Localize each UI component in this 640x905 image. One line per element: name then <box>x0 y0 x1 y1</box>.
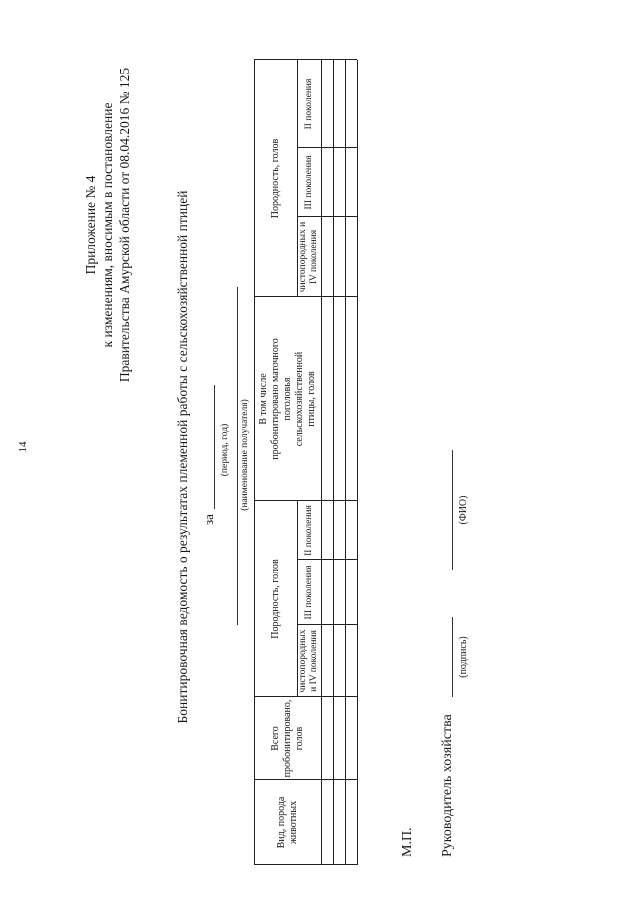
header-generation-2-maternal: II поколения <box>303 78 314 130</box>
appendix-subtitle: к изменениям, вносимым в постановление <box>100 102 115 348</box>
table-rule <box>345 60 346 865</box>
name-caption: (ФИО) <box>458 495 469 525</box>
appendix-reference: Правительства Амурской области от 08.04.2016 № 125 <box>117 67 132 383</box>
header-maternal-stock: В том числе пробонитировано маточного поголовья сельскохозяйственной птицы, голов <box>257 338 317 460</box>
header-purebred-maternal: чистопородных и IV поколения <box>298 221 319 293</box>
table-rule <box>321 60 322 865</box>
table-rule <box>333 60 334 865</box>
appendix-title: Приложение № 4 <box>83 175 98 275</box>
signature-blank-line <box>452 617 453 697</box>
header-species: Вид, порода животных <box>275 796 299 849</box>
table-rule <box>357 60 358 865</box>
period-field <box>198 385 218 525</box>
header-generation-3: III поколения <box>303 565 314 620</box>
name-blank-line <box>452 450 453 570</box>
header-generation-2: II поколения <box>303 505 314 556</box>
signatory-label: Руководитель хозяйства <box>440 714 455 857</box>
header-breed-purity: Породность, голов <box>269 559 281 639</box>
recipient-blank-line <box>237 287 238 625</box>
page-number: 14 <box>17 441 29 453</box>
document-title: Бонитировочная ведомость о результатах племенной работы с сельскохозяйственной птицей <box>175 190 190 724</box>
period-prefix: за <box>201 514 216 525</box>
period-caption: (период, год) <box>220 423 230 477</box>
period-blank-line <box>214 385 215 509</box>
header-breed-purity-maternal: Породность, голов <box>269 138 281 219</box>
stamp-placeholder: М.П. <box>400 827 415 857</box>
appendix-header <box>82 15 133 435</box>
header-generation-3-maternal: III поколения <box>303 155 314 210</box>
signature-caption: (подпись) <box>458 636 469 678</box>
header-total-assessed: Всего пробонитировано, голов <box>269 699 305 778</box>
header-purebred: чистопородных и IV поколения <box>298 629 319 693</box>
recipient-caption: (наименование получателя) <box>240 399 250 511</box>
